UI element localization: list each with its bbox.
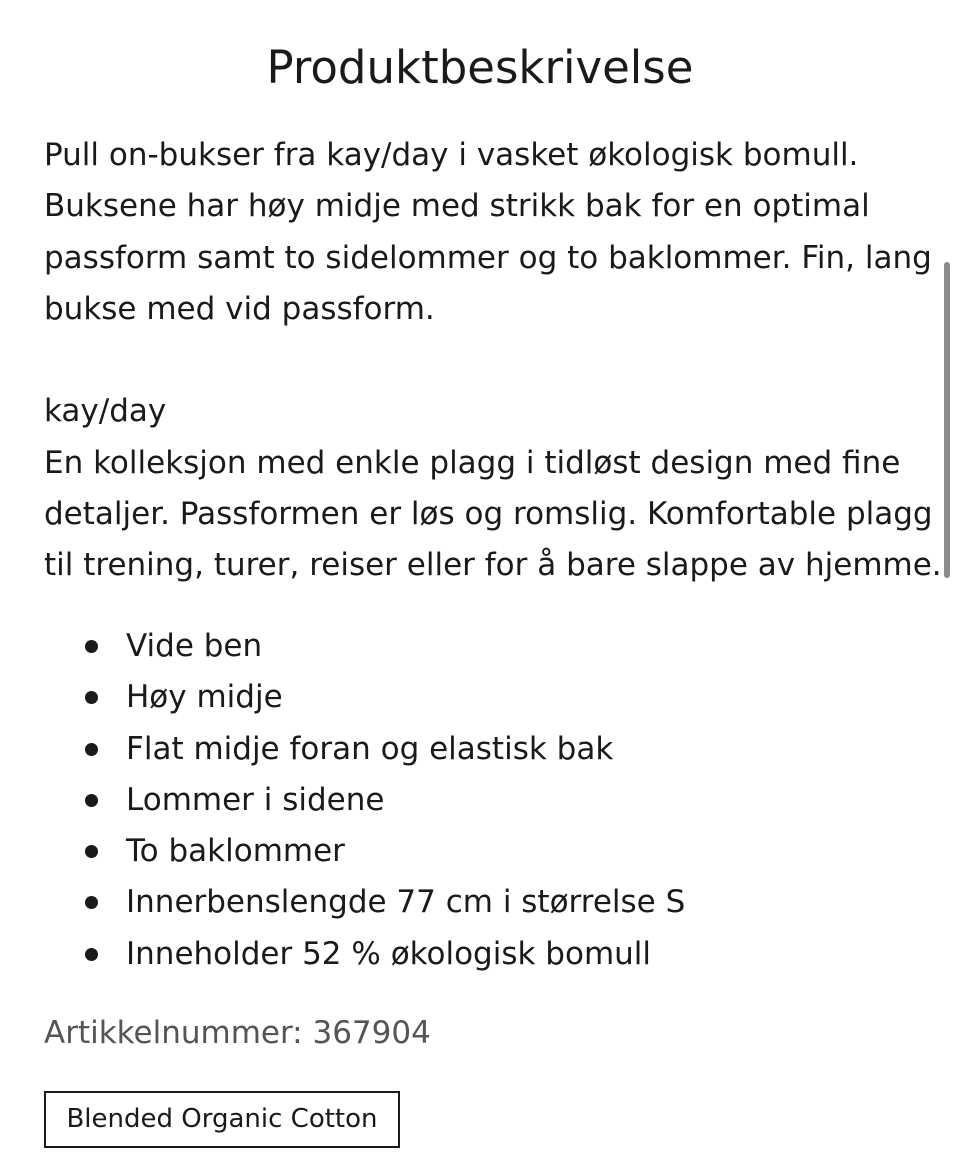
bullet-icon bbox=[85, 896, 98, 909]
material-tag-button[interactable]: Blended Organic Cotton bbox=[44, 1091, 400, 1148]
brand-paragraph bbox=[44, 386, 942, 591]
bullet-icon bbox=[85, 845, 98, 858]
description-text bbox=[44, 130, 942, 592]
brand-line: detaljer. Passformen er løs og romslig. Komfortable plagg bbox=[44, 496, 933, 533]
feature-text: Flat midje foran og elastisk bak bbox=[126, 730, 614, 767]
bullet-icon bbox=[85, 794, 98, 807]
scrollbar-thumb[interactable] bbox=[944, 262, 950, 578]
article-number: Artikkelnummer: 367904 bbox=[44, 1015, 431, 1051]
brand-heading: kay/day bbox=[44, 393, 167, 430]
brand-line: En kolleksjon med enkle plagg i tidløst design med fine bbox=[44, 444, 901, 481]
bullet-icon bbox=[85, 691, 98, 704]
feature-item bbox=[0, 672, 900, 723]
feature-item bbox=[0, 877, 900, 928]
feature-text: Høy midje bbox=[126, 679, 283, 716]
feature-item bbox=[0, 621, 900, 672]
feature-item bbox=[0, 929, 900, 980]
feature-text: Vide ben bbox=[126, 628, 263, 664]
intro-line: Buksene har høy midje med strikk bak for en optimal bbox=[44, 188, 870, 225]
intro-paragraph bbox=[44, 130, 932, 335]
feature-item bbox=[0, 826, 900, 877]
bullet-icon bbox=[85, 743, 98, 756]
bullet-icon bbox=[85, 948, 98, 961]
brand-line: til trening, turer, reiser eller for å bare slappe av hjemme. bbox=[44, 547, 942, 584]
feature-text: Innerbenslengde 77 cm i størrelse S bbox=[126, 884, 686, 921]
intro-line: Pull on-bukser fra kay/day i vasket økologisk bomull. bbox=[44, 137, 859, 173]
feature-text: Inneholder 52 % økologisk bomull bbox=[126, 935, 652, 972]
feature-text: Lommer i sidene bbox=[126, 781, 385, 818]
section-title: Produktbeskrivelse bbox=[266, 41, 694, 94]
intro-line: bukse med vid passform. bbox=[44, 290, 435, 327]
bullet-icon bbox=[85, 640, 98, 653]
intro-line: passform samt to sidelommer og to baklommer. Fin, lang bbox=[44, 239, 932, 276]
paragraph-gap bbox=[44, 335, 924, 386]
feature-item bbox=[0, 724, 900, 775]
feature-text: To baklommer bbox=[126, 833, 345, 870]
feature-item bbox=[0, 775, 900, 826]
feature-list bbox=[0, 621, 900, 980]
